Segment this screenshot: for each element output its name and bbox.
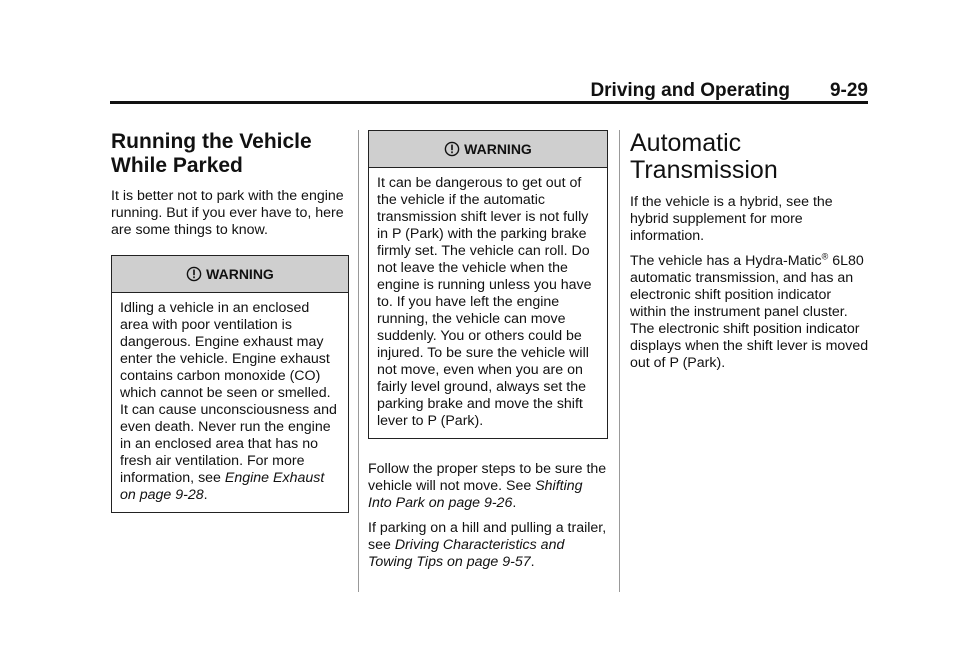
hill-trailer-paragraph <box>368 520 608 571</box>
warning-body <box>112 293 348 512</box>
hill-trailer-text: If parking on a hill and pulling a trailer, see <box>368 520 607 553</box>
towing-tips-link[interactable]: Driving Characteristics and Towing Tips on page 9-57 <box>368 537 565 570</box>
column-divider-2 <box>619 130 620 592</box>
warning-icon <box>444 141 460 157</box>
warning-body <box>369 168 607 438</box>
warning-header <box>112 256 348 293</box>
hybrid-paragraph: If the vehicle is a hybrid, see the hybrid supplement for more information. <box>630 194 833 244</box>
page-number: 9-29 <box>829 80 868 101</box>
hill-trailer-end: . <box>530 554 535 570</box>
section-title: Driving and Operating <box>590 80 790 101</box>
column-3 <box>630 130 870 380</box>
park-steps-text: Follow the proper steps to be sure the vehicle will not move. See <box>368 461 607 494</box>
transmission-text-b: 6L80 automatic transmission, and has an electronic shift position indicator within the instrument panel cluster. The electronic shift position indicator displays when the shift lever is moved out of P (Park). <box>630 253 869 371</box>
warning-text: It can be dangerous to get out of the vehicle if the automatic transmission shift lever is not fully in P (Park) with the parking brake firmly set. The vehicle can roll. Do not leave the vehicle when the engine is running unless you have to. If you have left the engine running, the vehicle can move suddenly. You or others could be injured. To be sure the vehicle will not move, even when you are on fairly level ground, always set the parking brake and move the shift lever to P (Park). <box>377 175 592 429</box>
column-2 <box>368 130 608 579</box>
header-rule <box>110 101 868 104</box>
warning-header <box>369 131 607 168</box>
shifting-into-park-link[interactable]: Shifting Into Park on page 9-26 <box>368 478 583 511</box>
warning-text <box>120 300 340 504</box>
column-1 <box>111 130 349 535</box>
warning-text-end: . <box>203 487 208 503</box>
warning-text-main: Idling a vehicle in an enclosed area with poor ventilation is dangerous. Engine exhaust may enter the vehicle. Engine exhaust contains carbon monoxide (CO) which cannot be seen or smelled. It can cause unconsciousness and even death. Never run the engine in an enclosed area that has no fresh air ventilation. For more information, see <box>120 300 337 486</box>
section-heading-running-parked: Running the Vehicle While Parked <box>111 130 312 177</box>
warning-box-park <box>368 130 608 439</box>
warning-label: WARNING <box>206 265 274 282</box>
section-heading-automatic-transmission: Automatic Transmission <box>630 129 778 184</box>
registered-mark: ® <box>821 251 829 262</box>
warning-ref-link[interactable]: Engine Exhaust on page 9-28 <box>120 470 325 503</box>
park-steps-end: . <box>512 495 517 511</box>
warning-box-exhaust <box>111 255 349 513</box>
transmission-text-a: The vehicle has a Hydra-Matic <box>630 253 822 269</box>
park-steps-paragraph <box>368 461 608 512</box>
warning-icon <box>186 266 202 282</box>
intro-paragraph: It is better not to park with the engine running. But if you ever have to, here are some things to know. <box>111 188 344 238</box>
column-divider-1 <box>358 130 359 592</box>
transmission-paragraph <box>630 253 870 372</box>
warning-label: WARNING <box>464 140 532 157</box>
